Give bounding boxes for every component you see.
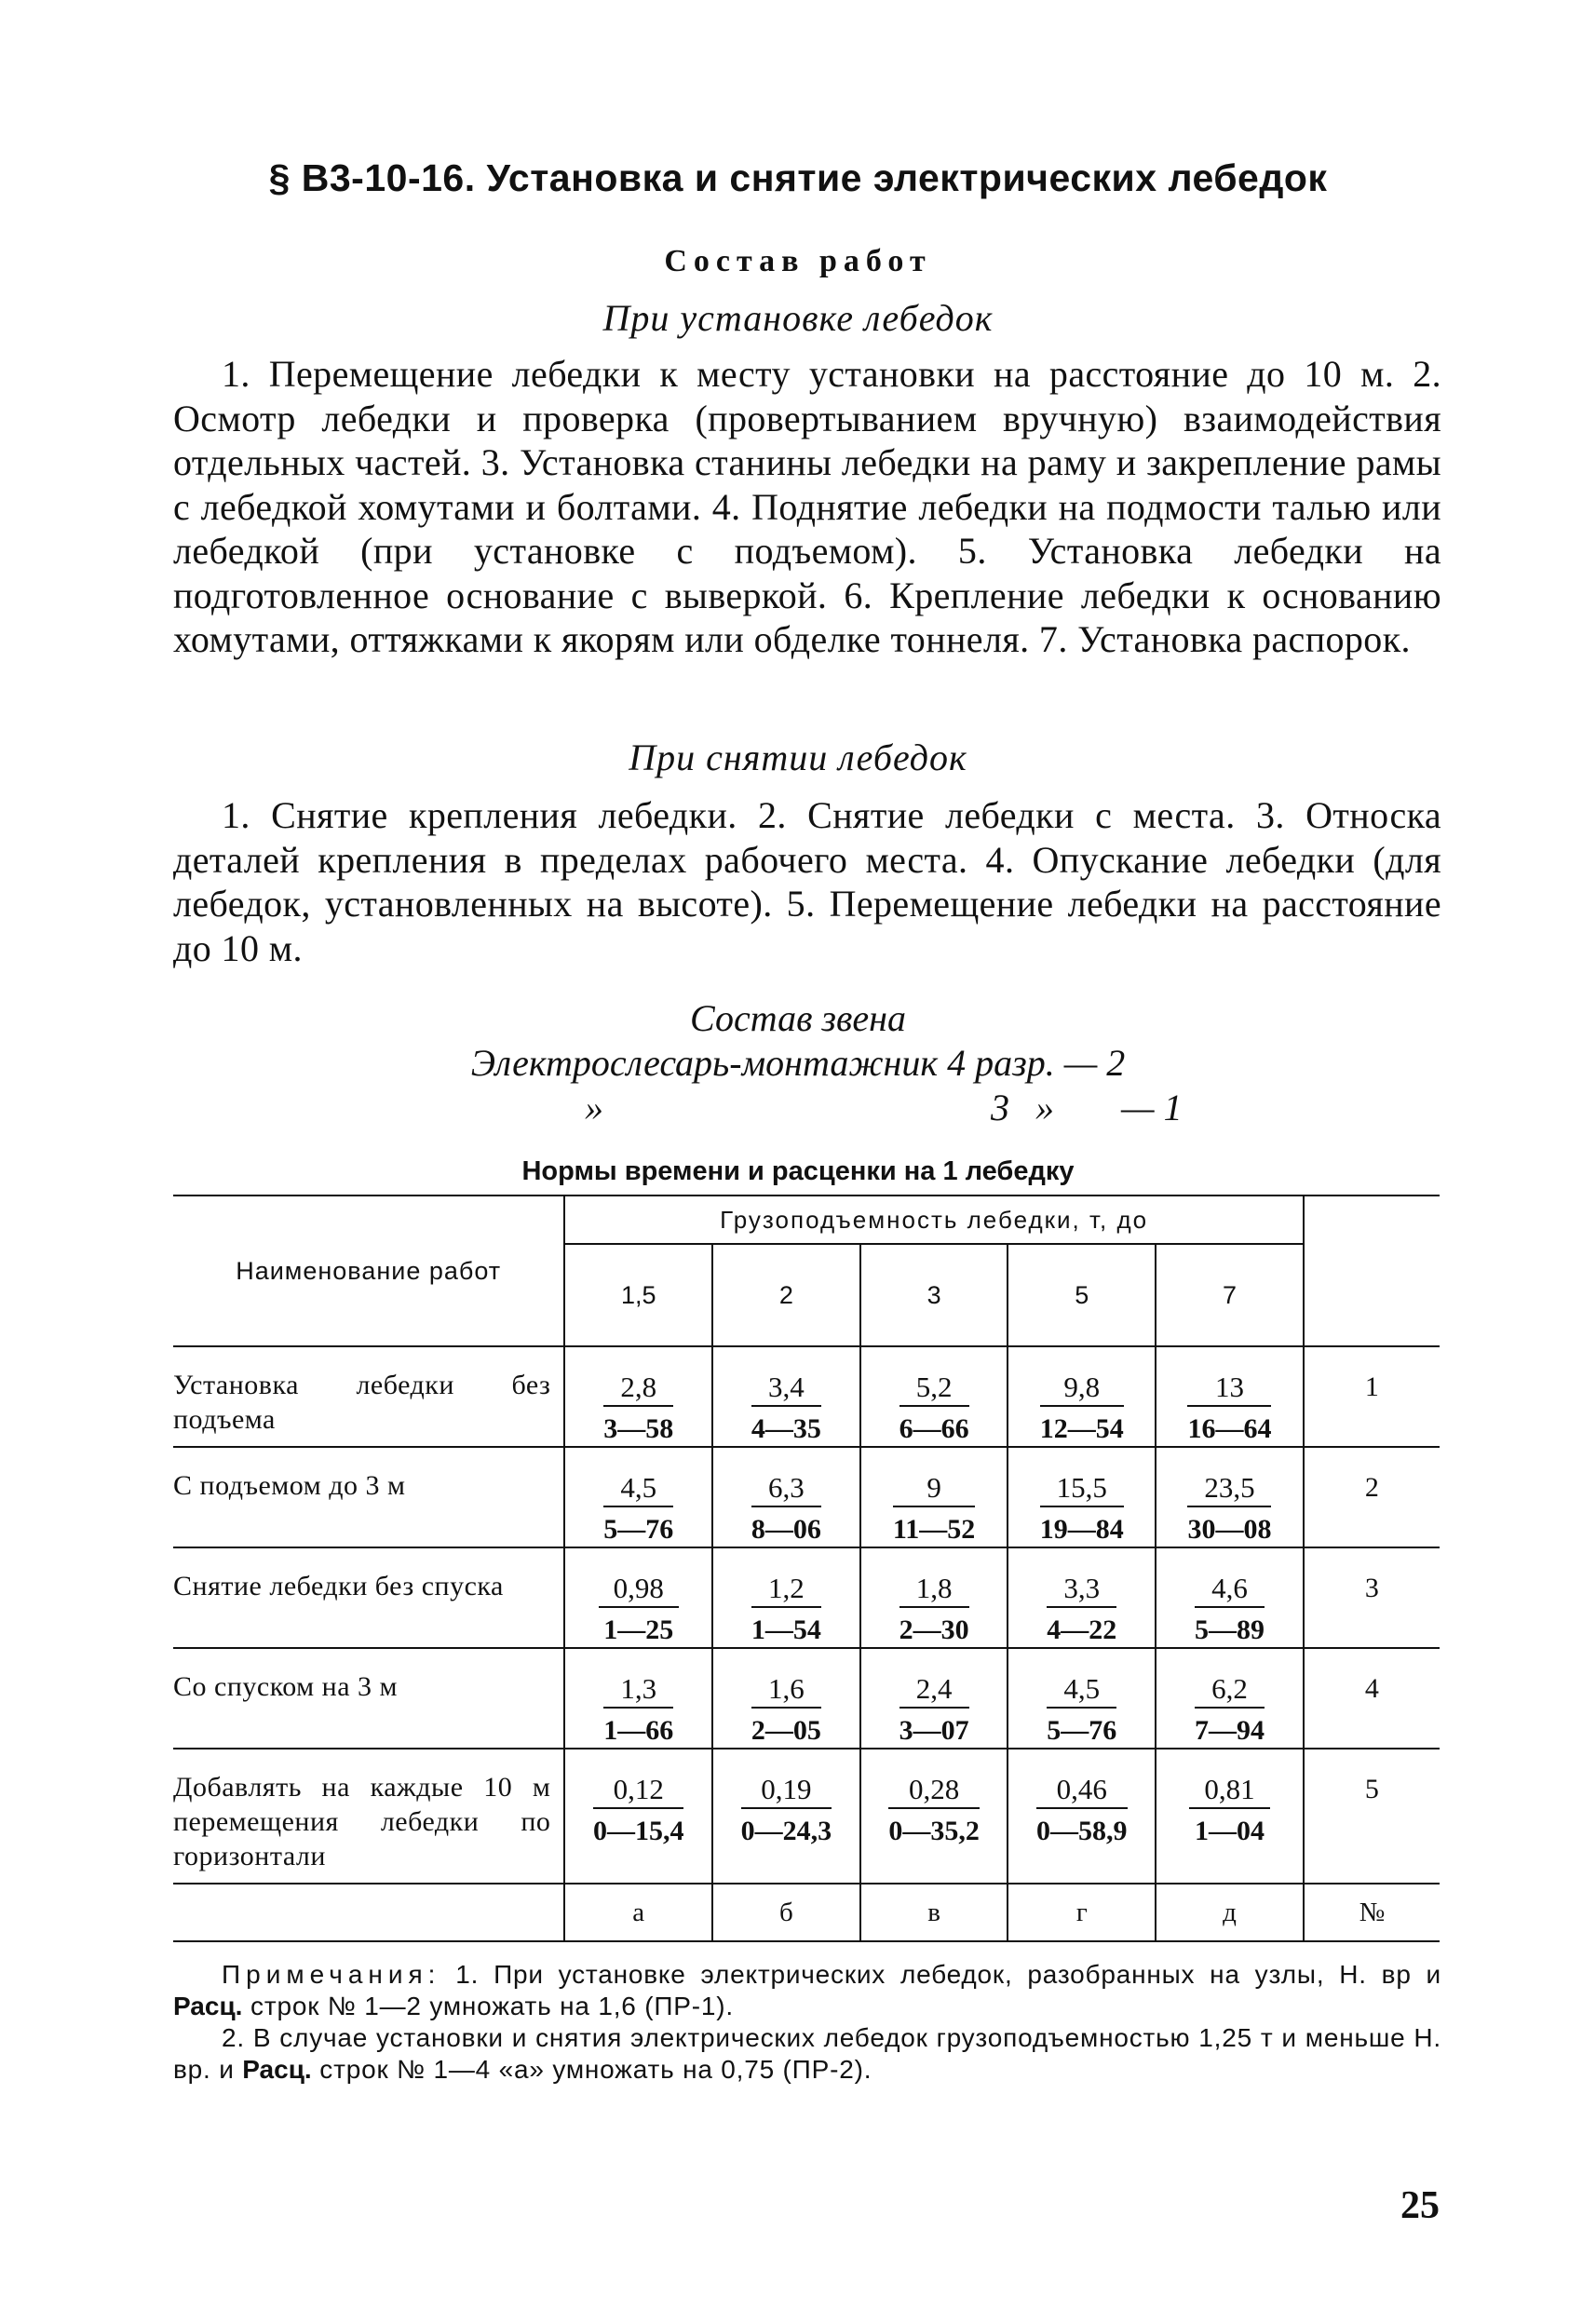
rate-value: 0—35,2 [888, 1816, 980, 1846]
column-letter: г [1008, 1884, 1156, 1941]
note-1-text-b: строк № 1—2 умножать на 1,6 (ПР-1). [250, 1992, 734, 2020]
composition-heading: Состав работ [664, 244, 932, 278]
norm-cell [712, 1547, 860, 1648]
norm-cell [860, 1447, 1008, 1547]
norm-cell [1008, 1447, 1156, 1547]
rate-value: 1—25 [603, 1614, 674, 1645]
norm-cell [564, 1547, 712, 1648]
norm-cell [1156, 1547, 1304, 1648]
time-norm-value: 2,4 [899, 1673, 969, 1709]
norm-fraction [1187, 1472, 1271, 1547]
norm-fraction [888, 1774, 980, 1848]
note-2-bold: Расц. [242, 2055, 312, 2084]
capacity-header: 5 [1008, 1244, 1156, 1346]
norm-fraction [1047, 1573, 1116, 1647]
norm-cell [1008, 1547, 1156, 1648]
rate-value: 1—66 [603, 1715, 674, 1746]
note-2-text-b: строк № 1—4 «а» умножать на 0,75 (ПР-2). [319, 2055, 872, 2084]
rate-value: 2—30 [899, 1614, 969, 1645]
time-norm-value: 0,28 [888, 1774, 980, 1809]
capacity-group-header: Грузоподъемность лебедки, т, до [564, 1196, 1303, 1244]
capacity-header: 2 [712, 1244, 860, 1346]
work-name-cell: Установка лебедки без подъема [173, 1346, 564, 1447]
rate-value: 4—35 [751, 1413, 821, 1444]
crew-grade: 3 [991, 1087, 1009, 1128]
rate-value: 4—22 [1047, 1614, 1117, 1645]
norm-fraction [751, 1673, 821, 1748]
column-letter-row [173, 1884, 1440, 1941]
time-norm-value: 9,8 [1040, 1371, 1124, 1407]
norm-fraction [899, 1673, 969, 1748]
rate-value: 5—89 [1194, 1614, 1265, 1645]
time-norm-value: 13 [1187, 1371, 1271, 1407]
installation-heading: При установке лебедок [602, 297, 994, 339]
installation-text: 1. Перемещение лебедки к месту установки на расстояние до 10 м. 2. Осмотр лебедки и проверка (провертыванием вручную) взаимодействия отдельных частей. 3. Установка станины лебедки на раму и закрепление рамы с лебедкой хомутами и болтами. 4. Поднятие лебедки на подмости талью или лебедкой (при установке с подъемом). 5. Установка лебедки на подготовленное основание с выверкой. 6. Крепление лебедки к основанию хомутами, оттяжками к якорям или обделке тоннеля. 7. Установка распорок. [173, 353, 1441, 660]
norms-table [173, 1195, 1440, 1942]
table-row [173, 1547, 1440, 1648]
table-row [173, 1749, 1440, 1884]
time-norm-value: 0,98 [599, 1573, 679, 1608]
note-1-text-a: 1. При установке электрических лебедок, разобранных на узлы, Н. вр и [455, 1960, 1441, 1989]
norm-cell [1008, 1749, 1156, 1884]
norm-fraction [603, 1673, 673, 1748]
capacity-header: 3 [860, 1244, 1008, 1346]
time-norm-value: 4,5 [1047, 1673, 1116, 1709]
table-row [173, 1447, 1440, 1547]
rate-value: 2—05 [751, 1715, 821, 1746]
rate-value: 5—76 [1047, 1715, 1117, 1746]
rate-value: 3—58 [603, 1413, 674, 1444]
section-title: § В3-10-16. Установка и снятие электрических лебедок [268, 156, 1328, 199]
time-norm-value: 3,3 [1047, 1573, 1116, 1608]
time-norm-value: 1,6 [751, 1673, 821, 1709]
time-norm-value: 4,5 [603, 1472, 673, 1507]
time-norm-value: 0,81 [1189, 1774, 1269, 1809]
rate-value: 16—64 [1187, 1413, 1272, 1444]
row-number: 2 [1304, 1447, 1440, 1547]
column-letter: а [564, 1884, 712, 1941]
rate-value: 0—15,4 [592, 1816, 684, 1846]
norm-cell [1156, 1648, 1304, 1749]
norm-fraction [603, 1371, 673, 1446]
time-norm-value: 6,2 [1195, 1673, 1265, 1709]
norm-fraction [751, 1573, 821, 1647]
time-norm-value: 5,2 [899, 1371, 969, 1407]
norm-cell [1156, 1749, 1304, 1884]
norm-fraction [1189, 1774, 1269, 1848]
norm-cell [564, 1749, 712, 1884]
time-norm-value: 0,19 [741, 1774, 832, 1809]
norm-fraction [1195, 1673, 1265, 1748]
time-norm-value: 9 [893, 1472, 975, 1507]
norm-cell [860, 1346, 1008, 1447]
norm-fraction [1187, 1371, 1271, 1446]
rate-value: 0—24,3 [740, 1816, 832, 1846]
rate-value: 1—04 [1194, 1816, 1265, 1846]
row-number: 4 [1304, 1648, 1440, 1749]
norm-fraction [593, 1774, 684, 1848]
time-norm-value: 15,5 [1040, 1472, 1124, 1507]
norm-cell [564, 1648, 712, 1749]
time-norm-value: 6,3 [751, 1472, 821, 1507]
capacity-header: 7 [1156, 1244, 1304, 1346]
work-name-cell: С подъемом до 3 м [173, 1447, 564, 1547]
page-number: 25 [1400, 2184, 1440, 2227]
removal-heading: При снятии лебедок [629, 736, 967, 778]
rate-value: 8—06 [751, 1514, 821, 1545]
norm-cell [564, 1346, 712, 1447]
norm-fraction [899, 1573, 969, 1647]
norm-fraction [1040, 1371, 1124, 1446]
notes-label: Примечания: [222, 1960, 441, 1989]
table-header-row [173, 1196, 1440, 1244]
row-number: 3 [1304, 1547, 1440, 1648]
time-norm-value: 4,6 [1195, 1573, 1265, 1608]
norm-fraction [893, 1472, 975, 1547]
column-letter-empty [173, 1884, 564, 1941]
norm-cell [1156, 1447, 1304, 1547]
crew-line-1: Электрослесарь-монтажник 4 разр. — 2 [470, 1042, 1126, 1084]
norm-fraction [741, 1774, 832, 1848]
column-letter: в [860, 1884, 1008, 1941]
time-norm-value: 1,8 [899, 1573, 969, 1608]
row-number: 5 [1304, 1749, 1440, 1884]
norm-fraction [751, 1472, 821, 1547]
row-number-header [1304, 1196, 1440, 1346]
removal-text: 1. Снятие крепления лебедки. 2. Снятие лебедки с места. 3. Относка деталей крепления в пределах рабочего места. 4. Опускание лебедки (для лебедок, установленных на высоте). 5. Перемещение лебедки на расстояние до 10 м. [173, 794, 1441, 969]
work-name-cell: Добавлять на каждые 10 м перемещения лебедки по горизонтали [173, 1749, 564, 1884]
norm-fraction [899, 1371, 969, 1446]
crew-heading: Состав звена [689, 997, 906, 1039]
norm-cell [860, 1749, 1008, 1884]
norm-cell [1008, 1648, 1156, 1749]
row-number: 1 [1304, 1346, 1440, 1447]
note-2-text-a: 2. В случае установки и снятия электрических лебедок грузоподъемностью 1,25 т и меньше Н. вр. и [173, 2023, 1441, 2084]
rate-value: 19—84 [1039, 1514, 1124, 1545]
table-body [173, 1346, 1440, 1884]
norm-cell [564, 1447, 712, 1547]
table-caption: Нормы времени и расценки на 1 лебедку [521, 1156, 1075, 1186]
note-2 [173, 2022, 1441, 2086]
norm-cell [712, 1648, 860, 1749]
time-norm-value: 23,5 [1187, 1472, 1271, 1507]
table-row [173, 1648, 1440, 1749]
norm-cell [860, 1547, 1008, 1648]
work-name-header: Наименование работ [173, 1196, 564, 1346]
notes [173, 1959, 1441, 2086]
norm-fraction [1036, 1774, 1128, 1848]
rate-value: 0—58,9 [1036, 1816, 1128, 1846]
rate-value: 12—54 [1039, 1413, 1124, 1444]
rate-value: 30—08 [1187, 1514, 1272, 1545]
norm-cell [1156, 1346, 1304, 1447]
rate-value: 6—66 [899, 1413, 969, 1444]
column-letter: д [1156, 1884, 1304, 1941]
time-norm-value: 0,12 [593, 1774, 684, 1809]
time-norm-value: 0,46 [1036, 1774, 1128, 1809]
norm-cell [712, 1346, 860, 1447]
norm-fraction [1195, 1573, 1265, 1647]
capacity-header: 1,5 [564, 1244, 712, 1346]
table-row [173, 1346, 1440, 1447]
rate-value: 5—76 [603, 1514, 674, 1545]
norm-cell [712, 1447, 860, 1547]
norm-fraction [603, 1472, 673, 1547]
norm-fraction [599, 1573, 679, 1647]
crew-count: — 1 [1121, 1087, 1183, 1128]
time-norm-value: 1,3 [603, 1673, 673, 1709]
norm-cell [712, 1749, 860, 1884]
time-norm-value: 3,4 [751, 1371, 821, 1407]
note-1-bold: Расц. [173, 1992, 243, 2020]
crew-ditto-mark: » [585, 1087, 603, 1128]
rate-value: 11—52 [892, 1514, 976, 1545]
crew-ditto-mark-2: » [1035, 1087, 1054, 1128]
number-sign: № [1304, 1884, 1440, 1941]
rate-value: 3—07 [899, 1715, 969, 1746]
time-norm-value: 1,2 [751, 1573, 821, 1608]
work-name-cell: Снятие лебедки без спуска [173, 1547, 564, 1648]
column-letter: б [712, 1884, 860, 1941]
rate-value: 1—54 [751, 1614, 821, 1645]
norm-cell [860, 1648, 1008, 1749]
note-1 [173, 1959, 1441, 2022]
norm-cell [1008, 1346, 1156, 1447]
norm-fraction [751, 1371, 821, 1446]
norm-fraction [1047, 1673, 1116, 1748]
norm-fraction [1040, 1472, 1124, 1547]
time-norm-value: 2,8 [603, 1371, 673, 1407]
rate-value: 7—94 [1194, 1715, 1265, 1746]
work-name-cell: Со спуском на 3 м [173, 1648, 564, 1749]
